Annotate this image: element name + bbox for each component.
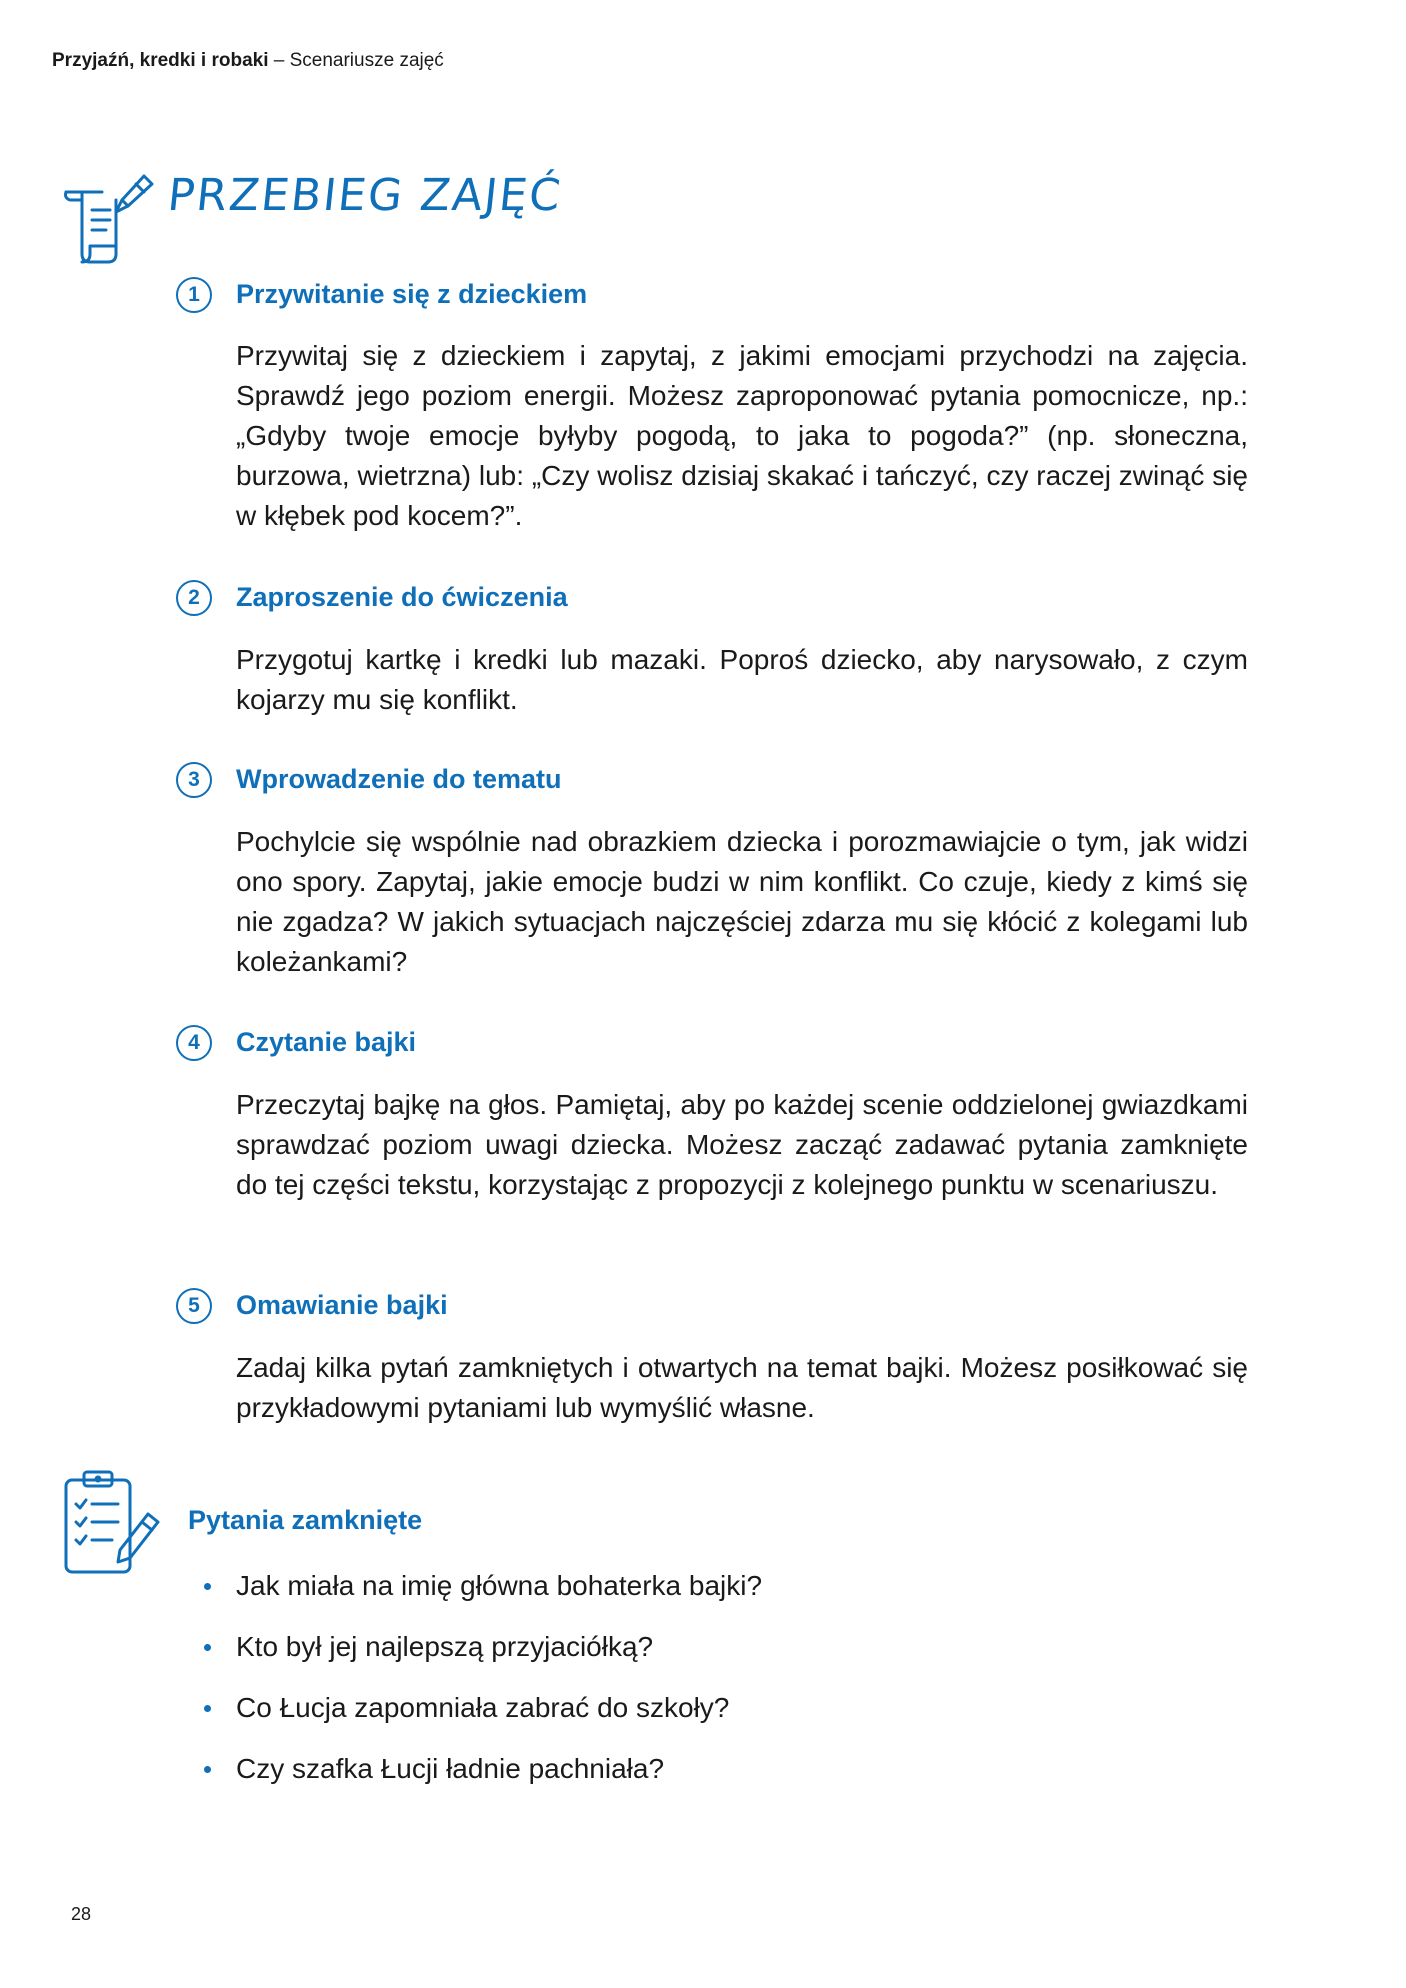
bullet-icon — [204, 1705, 211, 1712]
step-title-5: Omawianie bajki — [236, 1290, 448, 1320]
closed-questions-title: Pytania zamknięte — [188, 1505, 423, 1535]
list-item — [200, 1566, 762, 1627]
step-body-3: Pochylcie się wspólnie nad obrazkiem dziecka i porozmawiajcie o tym, jak widzi ono spory. Zapytaj, jakie emocje budzi w nim konflikt. Co czuje, kiedy z kimś się nie zgadza? W jakich sytuacjach najczęściej zdarza mu się kłócić z kolegami lub koleżankami? — [236, 826, 1248, 977]
question-text: Co Łucja zapomniała zabrać do szkoły? — [236, 1692, 730, 1723]
step-number-3: 3 — [176, 762, 212, 798]
page-title: PRZEBIEG ZAJĘĆ — [165, 170, 565, 221]
step-title-4: Czytanie bajki — [236, 1027, 417, 1057]
step-body-2: Przygotuj kartkę i kredki lub mazaki. Poproś dziecko, aby narysowało, z czym kojarzy mu się konflikt. — [236, 644, 1248, 715]
book-title: Przyjaźń, kredki i robaki — [52, 50, 269, 71]
step-body-4: Przeczytaj bajkę na głos. Pamiętaj, aby po każdej scenie oddzielonej gwiazdkami sprawdzać poziom uwagi dziecka. Możesz zacząć zadawać pytania zamknięte do tej części tekstu, korzystając z propozycji z kolejnego punktu w scenariuszu. — [236, 1089, 1248, 1200]
scroll-quill-icon — [62, 170, 158, 266]
step-number-4: 4 — [176, 1025, 212, 1061]
header-subtitle: Scenariusze zajęć — [289, 50, 444, 71]
list-item — [200, 1688, 762, 1749]
bullet-icon — [204, 1583, 211, 1590]
step-number-1: 1 — [176, 277, 212, 313]
step-number-2: 2 — [176, 580, 212, 616]
step-body-5: Zadaj kilka pytań zamkniętych i otwartych na temat bajki. Możesz posiłkować się przykładowymi pytaniami lub wymyślić własne. — [236, 1352, 1248, 1423]
list-item — [200, 1749, 762, 1810]
closed-questions-list — [200, 1566, 762, 1810]
running-head — [52, 50, 444, 72]
question-text: Czy szafka Łucji ładnie pachniała? — [236, 1753, 665, 1784]
clipboard-checklist-icon — [62, 1468, 162, 1576]
list-item — [200, 1627, 762, 1688]
bullet-icon — [204, 1766, 211, 1773]
step-body-1: Przywitaj się z dzieckiem i zapytaj, z jakimi emocjami przychodzi na zajęcia. Sprawdź jego poziom energii. Możesz zaproponować pytania pomocnicze, np.: „Gdyby twoje emocje byłyby pogodą, to jaka to pogoda?” (np. słoneczna, burzowa, wietrzna) lub: „Czy wolisz dzisiaj skakać i tańczyć, czy raczej zwinąć się w kłębek pod kocem?”. — [236, 340, 1248, 531]
step-title-2: Zaproszenie do ćwiczenia — [236, 582, 568, 612]
question-text: Kto był jej najlepszą przyjaciółką? — [236, 1631, 654, 1662]
header-separator: – — [268, 50, 290, 71]
step-title-1: Przywitanie się z dzieckiem — [236, 279, 588, 309]
question-text: Jak miała na imię główna bohaterka bajki? — [236, 1570, 763, 1601]
page-number: 28 — [71, 1904, 92, 1924]
step-title-3: Wprowadzenie do tematu — [236, 764, 562, 794]
step-number-5: 5 — [176, 1288, 212, 1324]
bullet-icon — [204, 1644, 211, 1651]
